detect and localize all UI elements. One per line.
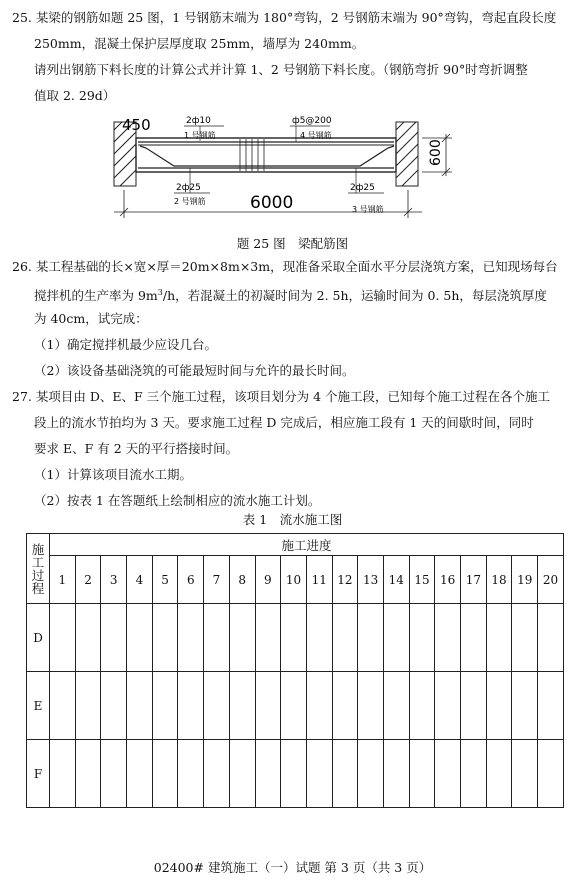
q25-line-3: 请列出钢筋下料长度的计算公式并计算 1、2 号钢筋下料长度。（钢筋弯折 90°时弯折调整 [34,62,528,77]
schedule-cell[interactable] [461,672,487,740]
q25-line-4: 值取 2. 29d） [34,88,116,103]
day-number-cell: 20 [538,556,564,604]
schedule-cell[interactable] [332,604,358,672]
schedule-cell[interactable] [435,604,461,672]
schedule-cell[interactable] [127,740,153,808]
schedule-cell[interactable] [101,604,127,672]
table-row [27,672,564,740]
schedule-cell[interactable] [204,604,230,672]
corner-label-char: 工 [31,554,45,570]
label-2phi10: 2ф10 [186,116,211,126]
q26-item-1: （1）确定搅拌机最少应设几台。 [34,337,217,352]
schedule-cell[interactable] [306,672,332,740]
schedule-cell[interactable] [229,672,255,740]
q27-item-2: （2）按表 1 在答题纸上绘制相应的流水施工计划。 [34,493,321,508]
schedule-cell[interactable] [127,672,153,740]
schedule-cell[interactable] [50,740,76,808]
schedule-cell[interactable] [152,604,178,672]
q27-item-1: （1）计算该项目流水工期。 [34,467,192,482]
label-2phi25-left: 2ф25 [176,183,201,193]
process-label: D [27,604,50,672]
right-wall-support [396,122,418,186]
day-number-cell: 10 [281,556,307,604]
schedule-cell[interactable] [306,740,332,808]
label-bar-1: 1 号钢筋 [184,131,216,140]
schedule-cell[interactable] [409,604,435,672]
schedule-cell[interactable] [383,672,409,740]
process-label: F [27,740,50,808]
table-row [27,740,564,808]
day-number-cell: 11 [306,556,332,604]
q27-line-1: 27. 某项目由 D、E、F 三个施工过程，该项目划分为 4 个施工段，已知每个施工过程在各个施工 [12,389,551,404]
schedule-cell[interactable] [435,672,461,740]
q26-item-2: （2）该设备基础浇筑的可能最短时间与允许的最长时间。 [34,363,355,378]
day-number-cell: 2 [75,556,101,604]
corner-label-char: 施 [31,541,45,557]
q27-line-3: 要求 E、F 有 2 天的平行搭接时间。 [34,441,239,456]
table-row [27,604,564,672]
day-number-cell: 13 [358,556,384,604]
schedule-cell[interactable] [50,672,76,740]
schedule-cell[interactable] [152,672,178,740]
flow-schedule-table [26,533,564,808]
schedule-cell[interactable] [101,672,127,740]
schedule-cell[interactable] [204,740,230,808]
schedule-cell[interactable] [75,740,101,808]
day-number-cell: 7 [204,556,230,604]
day-number-cell: 18 [486,556,512,604]
label-bar-3: 3 号钢筋 [352,205,384,214]
schedule-cell[interactable] [486,740,512,808]
schedule-cell[interactable] [461,604,487,672]
schedule-cell[interactable] [281,604,307,672]
q26-line-2-sup: 3 [157,288,163,297]
day-number-cell: 12 [332,556,358,604]
table-caption: 表 1 流水施工图 [242,512,343,527]
schedule-cell[interactable] [75,604,101,672]
process-label: E [27,672,50,740]
figure-caption: 题 25 图 梁配筋图 [236,236,349,251]
corner-label-text [27,543,49,595]
day-number-cell: 14 [383,556,409,604]
schedule-cell[interactable] [127,604,153,672]
corner-label-char: 程 [31,580,45,596]
table-body [27,604,564,808]
schedule-cell[interactable] [178,672,204,740]
label-bar-4: 4 号钢筋 [300,131,332,140]
schedule-cell[interactable] [306,604,332,672]
schedule-cell[interactable] [486,604,512,672]
schedule-cell[interactable] [358,672,384,740]
schedule-cell[interactable] [332,672,358,740]
day-number-cell: 9 [255,556,281,604]
schedule-cell[interactable] [50,604,76,672]
schedule-cell[interactable] [332,740,358,808]
day-number-cell: 4 [127,556,153,604]
q26-line-3: 为 40cm，试完成： [34,311,148,326]
schedule-cell[interactable] [75,672,101,740]
q26-line-2a: 搅拌机的生产率为 9m [34,288,158,304]
corner-label-char: 过 [31,567,45,583]
schedule-cell[interactable] [281,740,307,808]
label-2phi25-right: 2ф25 [350,183,375,193]
schedule-cell[interactable] [538,672,564,740]
schedule-cell[interactable] [178,604,204,672]
q25-line-1: 25. 某梁的钢筋如题 25 图，1 号钢筋末端为 180°弯钩，2 号钢筋末端为 90°弯钩，弯起直段长度 [12,10,557,25]
schedule-cell[interactable] [255,604,281,672]
bent-up-bar-2 [140,146,394,166]
label-stirrup: ф5@200 [292,116,332,126]
day-number-cell: 6 [178,556,204,604]
schedule-cell[interactable] [512,604,538,672]
day-number-cell: 16 [435,556,461,604]
day-number-cell: 1 [50,556,76,604]
schedule-cell[interactable] [178,740,204,808]
schedule-cell[interactable] [152,740,178,808]
schedule-cell[interactable] [229,604,255,672]
q26-line-1: 26. 某工程基础的长×宽×厚＝20m×8m×3m，现准备采取全面水平分层浇筑方案，已知现场每台 [12,259,558,274]
beam-outline [136,138,396,172]
schedule-cell[interactable] [358,740,384,808]
schedule-cell[interactable] [204,672,230,740]
schedule-cell[interactable] [486,672,512,740]
schedule-cell[interactable] [255,740,281,808]
q26-line-2b: /h，若混凝土的初凝时间为 2. 5h，运输时间为 0. 5h，每层浇筑厚度 [162,288,547,304]
label-bar-2: 2 号钢筋 [174,197,206,206]
beam-reinforcement-figure [100,108,480,230]
day-number-cell: 15 [409,556,435,604]
schedule-cell[interactable] [538,740,564,808]
schedule-cell[interactable] [255,672,281,740]
schedule-cell[interactable] [358,604,384,672]
schedule-cell[interactable] [383,740,409,808]
corner-label [27,534,50,604]
schedule-cell[interactable] [512,740,538,808]
schedule-cell[interactable] [383,604,409,672]
schedule-cell[interactable] [409,740,435,808]
day-number-cell: 19 [512,556,538,604]
q25-line-2: 250mm，混凝土保护层厚度取 25mm，墙厚为 240mm。 [34,36,365,51]
schedule-cell[interactable] [409,672,435,740]
schedule-cell[interactable] [229,740,255,808]
schedule-cell[interactable] [512,672,538,740]
schedule-cell[interactable] [461,740,487,808]
schedule-cell[interactable] [435,740,461,808]
day-number-cell: 3 [101,556,127,604]
day-number-cell: 17 [461,556,487,604]
schedule-cell[interactable] [101,740,127,808]
q26-line-2 [34,285,547,304]
label-6000: 6000 [250,193,294,213]
day-number-cell: 5 [152,556,178,604]
day-number-cell: 8 [229,556,255,604]
page-footer: 02400# 建筑施工（一）试题 第 3 页（共 3 页） [153,860,432,875]
label-600: 600 [428,139,444,166]
schedule-cell[interactable] [281,672,307,740]
day-number-row [27,556,564,604]
progress-header: 施工进度 [50,534,564,556]
schedule-cell[interactable] [538,604,564,672]
q27-line-2: 段上的流水节拍均为 3 天。要求施工过程 D 完成后，相应施工段有 1 天的间歇时间，同时 [34,415,534,430]
label-450: 450 [122,116,151,134]
